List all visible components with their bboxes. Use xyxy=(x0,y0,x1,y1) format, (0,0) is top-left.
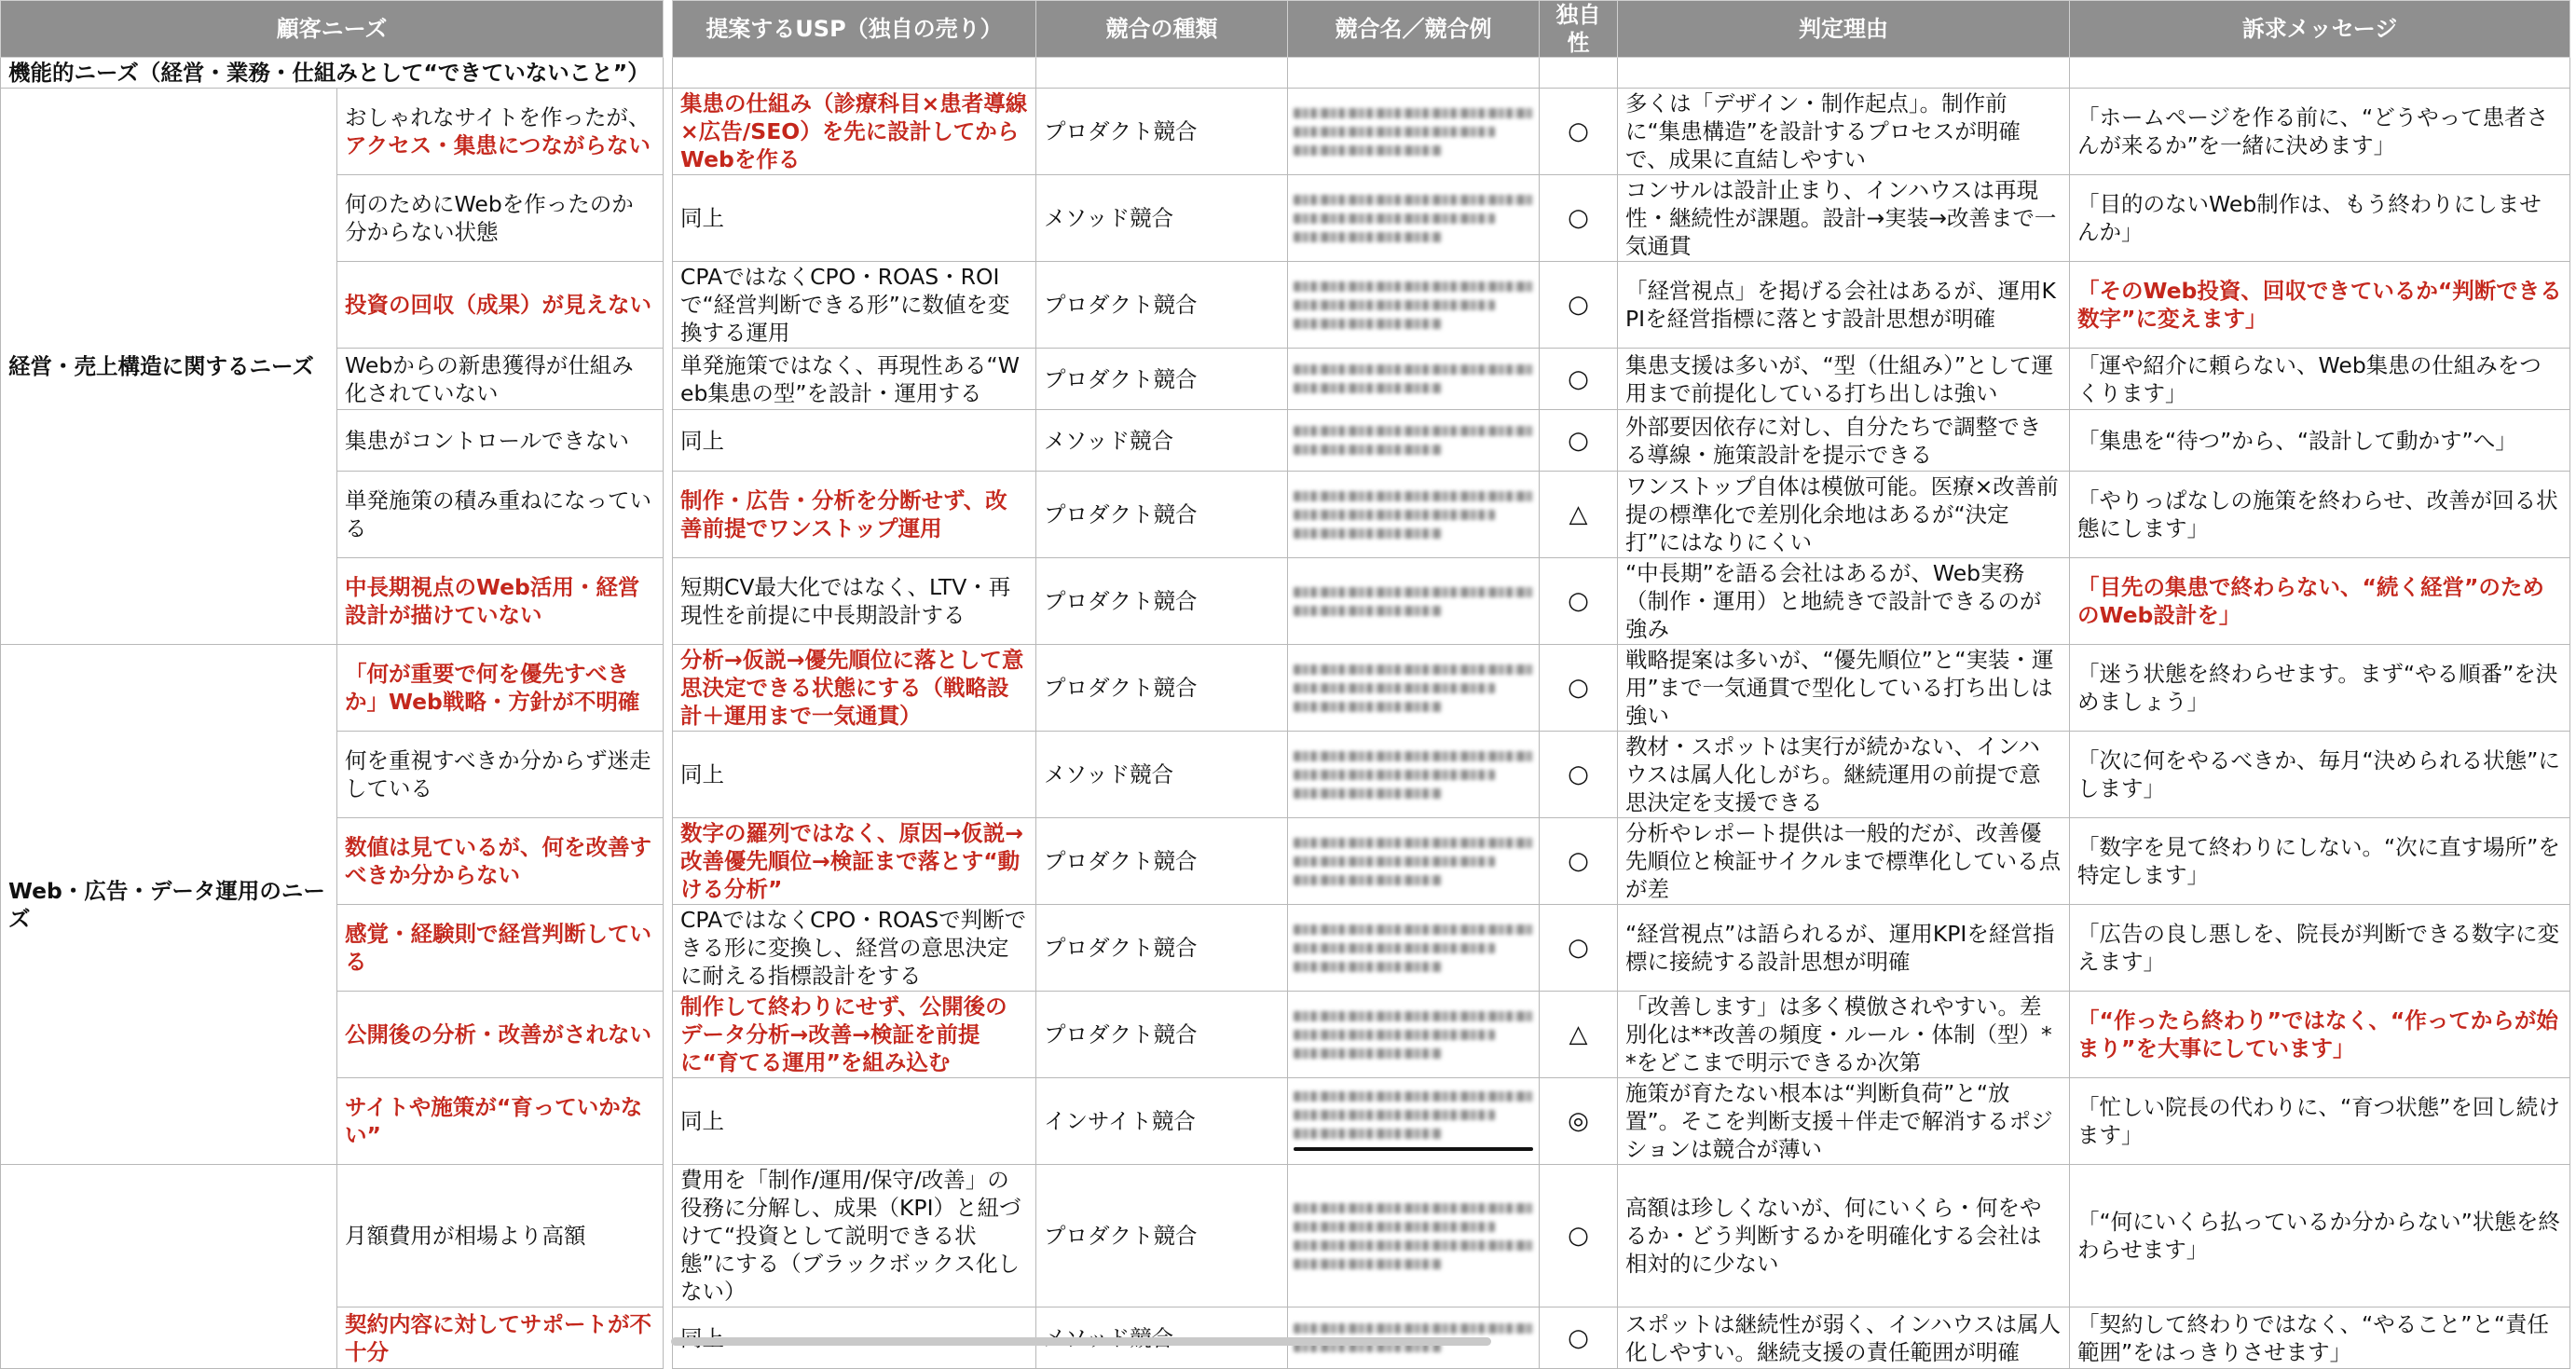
redacted-text xyxy=(1294,213,1495,224)
redacted-text xyxy=(1294,1110,1495,1120)
competition-type-cell[interactable]: メソッド競合 xyxy=(1036,732,1288,818)
gap-cell xyxy=(664,410,673,472)
competition-type-cell[interactable]: メソッド競合 xyxy=(1036,175,1288,262)
competitor-cell-blurred[interactable] xyxy=(1288,905,1540,992)
usp-cell[interactable]: CPAではなくCPO・ROAS・ROIで“経営判断できる形”に数値を変換する運用 xyxy=(673,262,1036,349)
redacted-text xyxy=(1294,962,1442,972)
needs-text: 何のためにWebを作ったのか分からない状態 xyxy=(345,191,634,245)
needs-emphasis-text: サイトや施策が“育っていかない” xyxy=(345,1094,643,1148)
category-cell[interactable] xyxy=(1,1165,337,1369)
reason-cell[interactable]: 施策が育たない根本は“判断負荷”と“放置”。そこを判断支援＋伴走で解消するポジションは競合が薄い xyxy=(1618,1078,2070,1165)
competitor-cell-blurred[interactable] xyxy=(1288,262,1540,349)
usp-cell[interactable]: 制作・広告・分析を分断せず、改善前提でワンストップ運用 xyxy=(673,472,1036,558)
uniqueness-mark[interactable]: ○ xyxy=(1540,262,1618,349)
table-row xyxy=(1,905,2570,992)
message-cell[interactable]: 「ホームページを作る前に、“どうやって患者さんが来るか”を一緒に決めます」 xyxy=(2070,89,2570,175)
usp-cell[interactable]: 短期CV最大化ではなく、LTV・再現性を前提に中長期設計する xyxy=(673,558,1036,645)
header-competitor[interactable]: 競合名／競合例 xyxy=(1288,1,1540,58)
usp-cell[interactable]: 同上 xyxy=(673,175,1036,262)
competitor-cell-blurred[interactable] xyxy=(1288,1165,1540,1307)
redacted-text xyxy=(1294,1323,1533,1334)
gap-cell xyxy=(664,1078,673,1165)
gap-cell xyxy=(664,58,673,89)
gap-cell xyxy=(664,905,673,992)
needs-cell[interactable] xyxy=(337,992,664,1078)
usp-cell[interactable]: 同上 xyxy=(673,1078,1036,1165)
needs-emphasis-text: 公開後の分析・改善がされない xyxy=(345,1021,651,1047)
table-row xyxy=(1,732,2570,818)
needs-cell[interactable] xyxy=(337,472,664,558)
redacted-text xyxy=(1294,1048,1442,1059)
redacted-text xyxy=(1294,943,1495,953)
competition-type-cell[interactable]: プロダクト競合 xyxy=(1036,558,1288,645)
needs-emphasis-text: 感覚・経験則で経営判断している xyxy=(345,921,651,975)
gap-cell xyxy=(664,992,673,1078)
competitor-cell-blurred[interactable] xyxy=(1288,89,1540,175)
uniqueness-mark[interactable]: △ xyxy=(1540,992,1618,1078)
competitor-cell-blurred[interactable] xyxy=(1288,732,1540,818)
competition-type-cell[interactable]: プロダクト競合 xyxy=(1036,992,1288,1078)
competitor-cell-blurred[interactable] xyxy=(1288,992,1540,1078)
needs-cell[interactable] xyxy=(337,1165,664,1307)
redacted-text xyxy=(1294,528,1442,539)
table-row xyxy=(1,89,2570,175)
reason-cell[interactable]: “経営視点”は語られるが、運用KPIを経営指標に接続する設計思想が明確 xyxy=(1618,905,2070,992)
message-cell[interactable]: 「やりっぱなしの施策を終わらせ、改善が回る状態にします」 xyxy=(2070,472,2570,558)
message-cell[interactable]: 「忙しい院長の代わりに、“育つ状態”を回し続けます」 xyxy=(2070,1078,2570,1165)
uniqueness-mark[interactable]: ○ xyxy=(1540,175,1618,262)
needs-cell[interactable] xyxy=(337,349,664,410)
competition-type-cell[interactable]: プロダクト競合 xyxy=(1036,818,1288,905)
gap-cell xyxy=(664,1165,673,1307)
usp-cell[interactable]: 同上 xyxy=(673,732,1036,818)
gap-cell xyxy=(664,89,673,175)
redacted-text xyxy=(1294,587,1533,597)
gap-cell xyxy=(664,349,673,410)
needs-cell[interactable] xyxy=(337,89,664,175)
header-needs[interactable]: 顧客ニーズ xyxy=(1,1,664,58)
message-cell[interactable]: 「迷う状態を終わらせます。まず“やる順番”を決めましょう」 xyxy=(2070,645,2570,732)
usp-cell[interactable]: 数字の羅列ではなく、原因→仮説→改善優先順位→検証まで落とす“動ける分析” xyxy=(673,818,1036,905)
redacted-text xyxy=(1294,838,1533,848)
redacted-text xyxy=(1294,127,1495,137)
redacted-text xyxy=(1294,1030,1495,1040)
needs-emphasis-text: 投資の回収（成果）が見えない xyxy=(345,292,651,318)
section-cell[interactable] xyxy=(1618,58,2070,89)
uniqueness-mark[interactable]: ○ xyxy=(1540,1307,1618,1369)
redacted-text xyxy=(1294,664,1533,675)
competitor-cell-blurred[interactable] xyxy=(1288,558,1540,645)
reason-cell[interactable]: 戦略提案は多いが、“優先順位”と“実装・運用”まで一気通貫で型化している打ち出しは強い xyxy=(1618,645,2070,732)
needs-cell[interactable] xyxy=(337,262,664,349)
table-row xyxy=(1,818,2570,905)
redacted-text xyxy=(1294,1240,1533,1251)
message-cell[interactable]: 「契約して終わりではなく、“やること”と“責任範囲”をはっきりさせます」 xyxy=(2070,1307,2570,1369)
message-cell[interactable]: 「集患を“待つ”から、“設計して動かす”へ」 xyxy=(2070,410,2570,472)
message-cell[interactable]: 「そのWeb投資、回収できているか“判断できる数字”に変えます」 xyxy=(2070,262,2570,349)
usp-cell[interactable]: 同上 xyxy=(673,410,1036,472)
header-reason[interactable]: 判定理由 xyxy=(1618,1,2070,58)
redacted-text xyxy=(1294,924,1533,935)
uniqueness-mark[interactable]: ○ xyxy=(1540,905,1618,992)
uniqueness-mark[interactable]: ○ xyxy=(1540,410,1618,472)
header-uniqueness[interactable]: 独自性 xyxy=(1540,1,1618,58)
reason-cell[interactable]: 教材・スポットは実行が続かない、インハウスは属人化しがち。継続運用の前提で意思決定を支援できる xyxy=(1618,732,2070,818)
redacted-text xyxy=(1294,1011,1533,1021)
competition-type-cell[interactable]: インサイト競合 xyxy=(1036,1078,1288,1165)
table-row xyxy=(1,558,2570,645)
competitor-cell-blurred[interactable] xyxy=(1288,472,1540,558)
competition-type-cell[interactable]: プロダクト競合 xyxy=(1036,472,1288,558)
table-row xyxy=(1,1078,2570,1165)
category-cell[interactable]: 経営・売上構造に関するニーズ xyxy=(1,89,337,645)
message-cell[interactable]: 「次に何をやるべきか、毎月“決められる状態”にします」 xyxy=(2070,732,2570,818)
usp-cell[interactable]: 制作して終わりにせず、公開後のデータ分析→改善→検証を前提に“育てる運用”を組み込む xyxy=(673,992,1036,1078)
competition-type-cell[interactable]: プロダクト競合 xyxy=(1036,1165,1288,1307)
redacted-text xyxy=(1294,1203,1533,1213)
competition-type-cell[interactable]: プロダクト競合 xyxy=(1036,349,1288,410)
reason-cell[interactable]: 分析やレポート提供は一般的だが、改善優先順位と検証サイクルまで標準化している点が差 xyxy=(1618,818,2070,905)
section-cell[interactable] xyxy=(1540,58,1618,89)
reason-cell[interactable]: コンサルは設計止まり、インハウスは再現性・継続性が課題。設計→実装→改善まで一気通貫 xyxy=(1618,175,2070,262)
section-cell[interactable] xyxy=(673,58,1036,89)
redacted-text xyxy=(1294,1222,1495,1232)
header-message[interactable]: 訴求メッセージ xyxy=(2070,1,2570,58)
uniqueness-mark[interactable]: ○ xyxy=(1540,732,1618,818)
competitor-cell-blurred[interactable] xyxy=(1288,349,1540,410)
redacted-text xyxy=(1294,1259,1442,1269)
table-row xyxy=(1,1165,2570,1307)
competitor-cell-blurred[interactable] xyxy=(1288,1078,1540,1165)
needs-cell[interactable] xyxy=(337,1307,664,1369)
reason-cell[interactable]: 外部要因依存に対し、自分たちで調整できる導線・施策設計を提示できる xyxy=(1618,410,2070,472)
section-title[interactable]: 機能的ニーズ（経営・業務・仕組みとして“できていないこと”） xyxy=(1,58,664,89)
redacted-text xyxy=(1294,856,1495,867)
usp-cell[interactable]: CPAではなくCPO・ROASで判断できる形に変換し、経営の意思決定に耐える指標設計をする xyxy=(673,905,1036,992)
reason-cell[interactable]: 「経営視点」を掲げる会社はあるが、運用KPIを経営指標に落とす設計思想が明確 xyxy=(1618,262,2070,349)
redacted-text xyxy=(1294,445,1442,455)
needs-cell[interactable] xyxy=(337,645,664,732)
header-gap xyxy=(664,1,673,58)
needs-cell[interactable] xyxy=(337,410,664,472)
uniqueness-mark[interactable]: ◎ xyxy=(1540,1078,1618,1165)
redacted-text xyxy=(1294,1129,1442,1139)
redacted-text xyxy=(1294,426,1533,436)
redacted-text xyxy=(1294,510,1495,520)
gap-cell xyxy=(664,262,673,349)
needs-text: 何を重視すべきか分からず迷走している xyxy=(345,747,651,801)
competitor-cell-blurred[interactable] xyxy=(1288,410,1540,472)
redacted-text xyxy=(1294,788,1442,799)
usp-cell[interactable]: 費用を「制作/運用/保守/改善」の役務に分解し、成果（KPI）と紐づけて“投資として説明できる状態”にする（ブラックボックス化しない） xyxy=(673,1165,1036,1307)
needs-text: おしゃれなサイトを作ったが、 xyxy=(345,104,651,130)
table-row xyxy=(1,175,2570,262)
needs-cell[interactable] xyxy=(337,905,664,992)
gap-cell xyxy=(664,732,673,818)
redacted-text xyxy=(1294,383,1442,393)
redacted-text xyxy=(1294,606,1442,616)
reason-cell[interactable]: ワンストップ自体は模倣可能。医療×改善前提の標準化で差別化余地はあるが“決定打”にはなりにくい xyxy=(1618,472,2070,558)
message-cell[interactable]: 「広告の良し悪しを、院長が判断できる数字に変えます」 xyxy=(2070,905,2570,992)
uniqueness-mark[interactable]: ○ xyxy=(1540,558,1618,645)
redacted-text xyxy=(1294,108,1533,118)
uniqueness-mark[interactable]: ○ xyxy=(1540,349,1618,410)
uniqueness-mark[interactable]: ○ xyxy=(1540,645,1618,732)
competition-type-cell[interactable]: プロダクト競合 xyxy=(1036,645,1288,732)
table-row xyxy=(1,349,2570,410)
competition-type-cell[interactable]: プロダクト競合 xyxy=(1036,262,1288,349)
gap-cell xyxy=(664,472,673,558)
redacted-text xyxy=(1294,319,1442,329)
uniqueness-mark[interactable]: ○ xyxy=(1540,1165,1618,1307)
table-row xyxy=(1,410,2570,472)
uniqueness-mark[interactable]: ○ xyxy=(1540,818,1618,905)
competitor-cell-blurred[interactable] xyxy=(1288,818,1540,905)
needs-cell[interactable] xyxy=(337,558,664,645)
reason-cell[interactable]: 「改善します」は多く模倣されやすい。差別化は**改善の頻度・ルール・体制（型）**をどこまで明示できるか次第 xyxy=(1618,992,2070,1078)
uniqueness-mark[interactable]: ○ xyxy=(1540,89,1618,175)
section-row xyxy=(1,58,2570,89)
redacted-text xyxy=(1294,1091,1533,1102)
message-cell[interactable]: 「目先の集患で終わらない、“続く経営”のためのWeb設計を」 xyxy=(2070,558,2570,645)
table-row xyxy=(1,645,2570,732)
message-cell[interactable]: 「運や紹介に頼らない、Web集患の仕組みをつくります」 xyxy=(2070,349,2570,410)
header-row xyxy=(1,1,2570,58)
reason-cell[interactable]: “中長期”を語る会社はあるが、Web実務（制作・運用）と地続きで設計できるのが強み xyxy=(1618,558,2070,645)
redacted-text xyxy=(1294,195,1533,205)
redacted-text xyxy=(1294,281,1533,292)
needs-emphasis-text: 契約内容に対してサポートが不十分 xyxy=(345,1310,651,1365)
redacted-text xyxy=(1294,491,1533,501)
redacted-text xyxy=(1294,751,1533,761)
cell-border-accent xyxy=(1294,1147,1533,1151)
needs-text: 集患がコントロールできない xyxy=(345,427,630,454)
redacted-text xyxy=(1294,875,1442,885)
needs-cell[interactable] xyxy=(337,175,664,262)
message-cell[interactable]: 「目的のないWeb制作は、もう終わりにしませんか」 xyxy=(2070,175,2570,262)
needs-text: 単発施策の積み重ねになっている xyxy=(345,487,651,541)
horizontal-scrollbar[interactable] xyxy=(671,1337,1491,1346)
redacted-text xyxy=(1294,145,1442,156)
usp-cell[interactable]: 単発施策ではなく、再現性ある“Web集患の型”を設計・運用する xyxy=(673,349,1036,410)
redacted-text xyxy=(1294,683,1495,693)
gap-cell xyxy=(664,175,673,262)
gap-cell xyxy=(664,558,673,645)
needs-cell[interactable] xyxy=(337,818,664,905)
message-cell[interactable]: 「“何にいくら払っているか分からない”状態を終わらせます」 xyxy=(2070,1165,2570,1307)
redacted-text xyxy=(1294,232,1442,242)
needs-cell[interactable] xyxy=(337,1078,664,1165)
needs-emphasis-text: 「何が重要で何を優先すべきか」Web戦略・方針が不明確 xyxy=(345,661,640,715)
needs-text: Webからの新患獲得が仕組み化されていない xyxy=(345,351,634,406)
reason-cell[interactable]: スポットは継続性が弱く、インハウスは属人化しやすい。継続支援の責任範囲が明確 xyxy=(1618,1307,2070,1369)
competition-type-cell[interactable]: メソッド競合 xyxy=(1036,410,1288,472)
header-competition-type[interactable]: 競合の種類 xyxy=(1036,1,1288,58)
competition-type-cell[interactable]: プロダクト競合 xyxy=(1036,905,1288,992)
competitor-cell-blurred[interactable] xyxy=(1288,645,1540,732)
table-row xyxy=(1,472,2570,558)
section-cell[interactable] xyxy=(2070,58,2570,89)
needs-emphasis-text: 中長期視点のWeb活用・経営設計が描けていない xyxy=(345,574,640,628)
gap-cell xyxy=(664,645,673,732)
gap-cell xyxy=(664,1307,673,1369)
category-cell[interactable]: Web・広告・データ運用のニーズ xyxy=(1,645,337,1165)
competition-type-cell[interactable]: プロダクト競合 xyxy=(1036,89,1288,175)
table-row xyxy=(1,992,2570,1078)
reason-cell[interactable]: 集患支援は多いが、“型（仕組み）”として運用まで前提化している打ち出しは強い xyxy=(1618,349,2070,410)
section-cell[interactable] xyxy=(1036,58,1288,89)
gap-cell xyxy=(664,818,673,905)
redacted-text xyxy=(1294,702,1442,712)
needs-emphasis-text: 数値は見ているが、何を改善すべきか分からない xyxy=(345,834,651,888)
needs-text: 月額費用が相場より高額 xyxy=(345,1223,586,1249)
table-row xyxy=(1,262,2570,349)
uniqueness-mark[interactable]: △ xyxy=(1540,472,1618,558)
redacted-text xyxy=(1294,300,1495,310)
header-usp[interactable]: 提案するUSP（独自の売り） xyxy=(673,1,1036,58)
redacted-text xyxy=(1294,770,1495,780)
needs-emphasis-text: アクセス・集患につながらない xyxy=(345,132,651,158)
reason-cell[interactable]: 多くは「デザイン・制作起点」。制作前に“集患構造”を設計するプロセスが明確で、成果に直結しやすい xyxy=(1618,89,2070,175)
message-cell[interactable]: 「“作ったら終わり”ではなく、“作ってからが始まり”を大事にしています」 xyxy=(2070,992,2570,1078)
competitor-cell-blurred[interactable] xyxy=(1288,175,1540,262)
message-cell[interactable]: 「数字を見て終わりにしない。“次に直す場所”を特定します」 xyxy=(2070,818,2570,905)
usp-cell[interactable]: 分析→仮説→優先順位に落として意思決定できる状態にする（戦略設計＋運用まで一気通貫） xyxy=(673,645,1036,732)
needs-cell[interactable] xyxy=(337,732,664,818)
redacted-text xyxy=(1294,364,1533,375)
section-cell[interactable] xyxy=(1288,58,1540,89)
reason-cell[interactable]: 高額は珍しくないが、何にいくら・何をやるか・どう判断するかを明確化する会社は相対的に少ない xyxy=(1618,1165,2070,1307)
usp-cell[interactable]: 集患の仕組み（診療科目×患者導線×広告/SEO）を先に設計してからWebを作る xyxy=(673,89,1036,175)
